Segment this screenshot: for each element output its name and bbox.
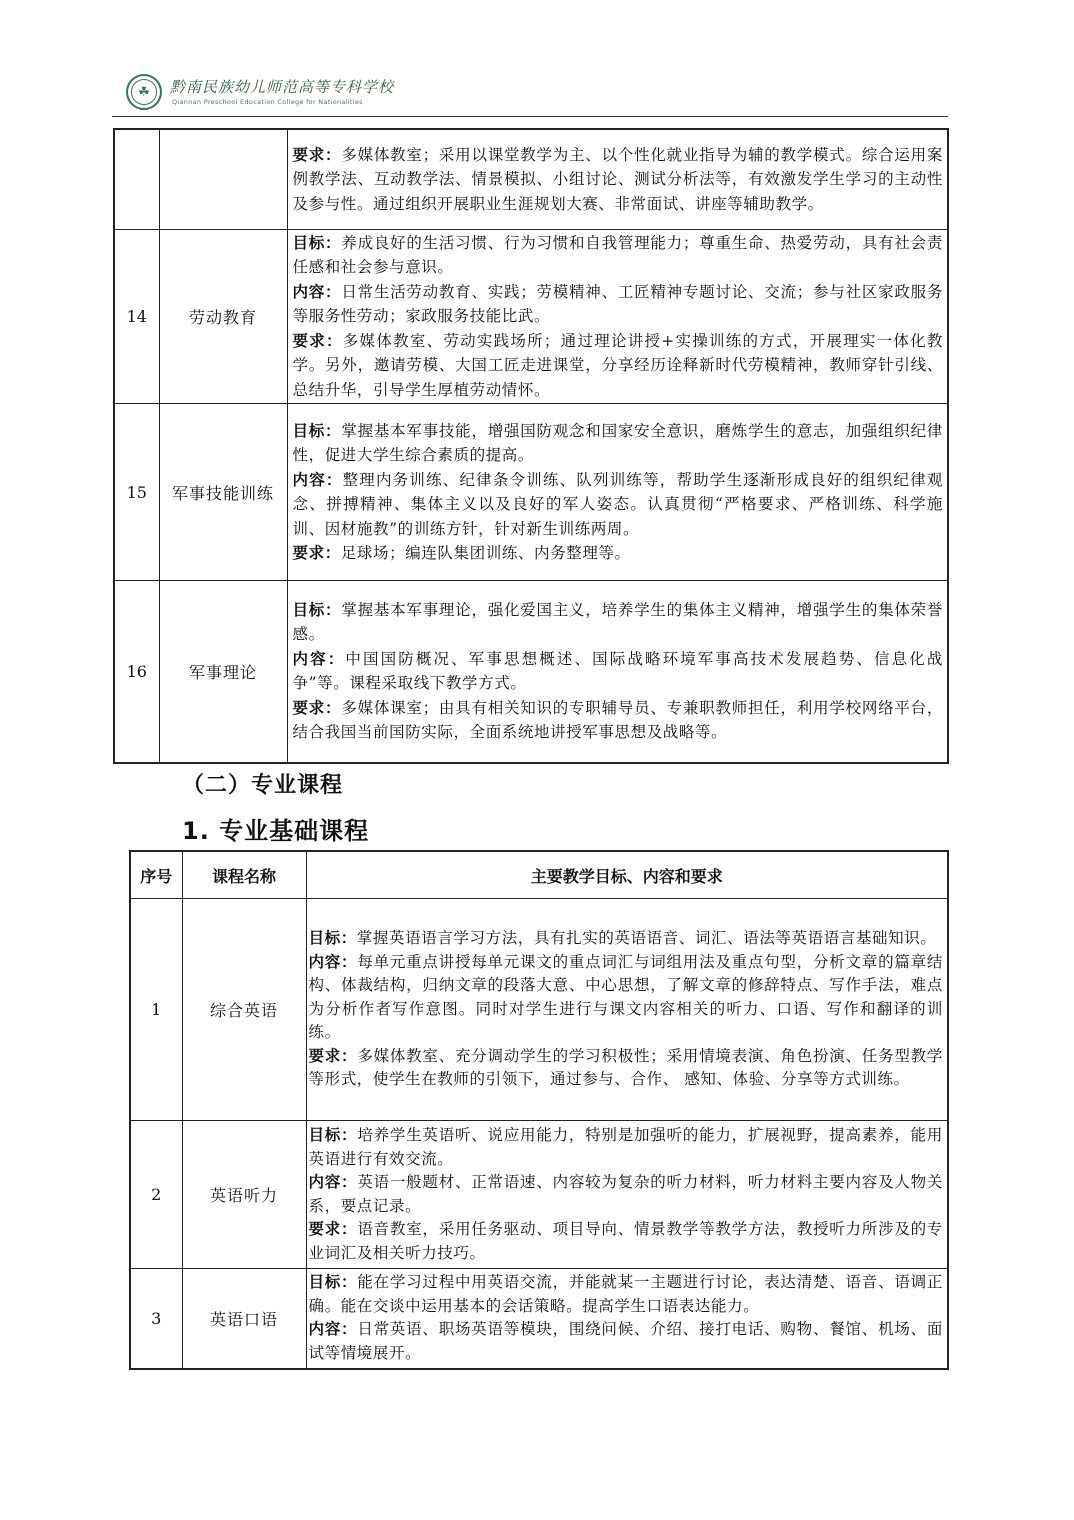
school-logo-icon: ☘ [126,74,162,110]
course-description [306,1121,948,1269]
content-text: 日常生活劳动教育、实践；劳模精神、工匠精神专题讨论、交流；参与社区家政服务等服务性劳动；家政服务技能比武。 [292,282,944,325]
goal-text: 能在学习过程中用英语交流，并能就某一主题进行讨论，表达清楚、语音、语调正确。能在交谈中运用基本的会话策略。提高学生口语表达能力。 [308,1273,943,1315]
course-name: 劳动教育 [159,229,287,404]
goal-label: 目标： [292,600,342,619]
row-number: 15 [114,404,159,581]
table-row [130,1269,948,1369]
content-text: 每单元重点讲授每单元课文的重点词汇与词组用法及重点句型，分析文章的篇章结构、体裁结构，归纳文章的段落大意、中心思想，了解文章的修辞特点、写作手法，难点为分析作者写作意图。同时对学生进行与课文内容相关的听力、口语、写作和翻译的训练。 [308,952,943,1042]
row-number: 16 [114,581,159,763]
goal-label: 目标： [292,233,342,252]
page-header [112,68,948,118]
requirement-text: 足球场；编连队集团训练、内务整理等。 [340,544,631,562]
requirement-text: 多媒体课室；由具有相关知识的专职辅导员、专兼职教师担任，利用学校网络平台，结合我国当前国防实际，全面系统地讲授军事思想及战略等。 [292,698,944,742]
requirement-text: 多媒体教室；采用以课堂教学为主、以个性化就业指导为辅的教学模式。综合运用案例教学法、互动教学法、情景模拟、小组讨论、测试分析法等，有效激发学生学习的主动性及参与性。通过组织开展职业生涯规划大赛、非常面试、讲座等辅助教学。 [292,145,944,213]
row-number [114,129,159,229]
column-header-description: 主要教学目标、内容和要求 [306,851,948,899]
major-foundation-course-table [129,850,949,1370]
row-number: 3 [130,1269,182,1369]
content-text: 日常英语、职场英语等模块，围绕问候、介绍、接打电话、购物、餐馆、机场、面试等情境展开。 [308,1320,943,1362]
course-description [287,581,948,763]
course-description [287,404,948,581]
course-name: 英语听力 [182,1121,306,1269]
content-label: 内容： [292,470,343,489]
requirement-text: 多媒体教室、劳动实践场所；通过理论讲授+实操训练的方式，开展理实一体化教学。另外，邀请劳模、大国工匠走进课堂，分享经历诠释新时代劳模精神，教师穿针引线、总结升华，引导学生厚植劳动情怀。 [292,331,943,399]
requirement-label: 要求： [292,145,342,164]
goal-text: 培养学生英语听、说应用能力，特别是加强听的能力，扩展视野，提高素养，能用英语进行有效交流。 [308,1126,943,1168]
content-text: 英语一般题材、正常语速、内容较为复杂的听力材料，听力材料主要内容及人物关系，要点记录。 [308,1173,943,1215]
goal-label: 目标： [292,421,342,440]
course-description [306,1269,948,1369]
goal-label: 目标： [308,1126,358,1144]
table-row [130,1121,948,1269]
course-name: 军事理论 [159,581,287,763]
school-name-en: Qiannan Preschool Education College for Nationalities [172,98,363,106]
header-divider [112,116,948,117]
column-header-number: 序号 [130,851,182,899]
general-course-table [113,128,949,764]
course-name: 英语口语 [182,1269,306,1369]
content-label: 内容： [308,1320,358,1339]
goal-label: 目标： [308,929,357,948]
course-name: 军事技能训练 [159,404,287,581]
section-title: （二）专业课程 [182,773,344,798]
course-description [287,229,948,404]
requirement-label: 要求： [292,544,341,562]
goal-label: 目标： [308,1273,358,1292]
table-row [114,129,948,229]
content-label: 内容： [308,952,358,971]
content-text: 整理内务训练、纪律条令训练、队列训练等，帮助学生逐渐形成良好的组织纪律观念、拼搏精神、集体主义以及良好的军人姿态。认真贯彻“严格要求、严格训练、科学施训、因材施教”的训练方针，针对新生训练两周。 [292,470,943,538]
course-description [306,899,948,1121]
content-text: 中国国防概况、军事思想概述、国际战略环境军事高技术发展趋势、信息化战争”等。课程采取线下教学方式。 [292,649,943,693]
content-label: 内容： [292,282,342,301]
requirement-text: 多媒体教室、充分调动学生的学习积极性；采用情境表演、角色扮演、任务型教学等形式，使学生在教师的引领下，通过参与、合作、 感知、体验、分享等方式训练。 [308,1046,943,1089]
row-number: 1 [130,899,182,1121]
row-number: 14 [114,229,159,404]
row-number: 2 [130,1121,182,1269]
goal-text: 掌握基本军事理论，强化爱国主义，培养学生的集体主义精神，增强学生的集体荣誉感。 [292,600,944,644]
table-row [114,229,948,404]
requirement-label: 要求： [292,698,342,717]
goal-text: 养成良好的生活习惯、行为习惯和自我管理能力；尊重生命、热爱劳动，具有社会责任感和社会参与意识。 [292,233,944,276]
requirement-label: 要求： [308,1220,358,1238]
table-row [114,581,948,763]
column-header-course-name: 课程名称 [182,851,306,899]
subsection-title: 1. 专业基础课程 [182,817,370,845]
school-name: 黔南民族幼儿师范高等专科学校 [170,78,395,96]
course-name [159,129,287,229]
content-label: 内容： [308,1173,358,1191]
table-row [114,404,948,581]
table-header-row [130,851,948,899]
goal-text: 掌握英语语言学习方法，具有扎实的英语语音、词汇、语法等英语语言基础知识。 [356,929,937,948]
content-label: 内容： [292,649,346,668]
course-name: 综合英语 [182,899,306,1121]
table-row [130,899,948,1121]
requirement-text: 语音教室，采用任务驱动、项目导向、情景教学等教学方法，教授听力所涉及的专业词汇及相关听力技巧。 [308,1220,943,1262]
requirement-label: 要求： [308,1046,358,1065]
requirement-label: 要求： [292,331,343,350]
course-description [287,129,948,229]
goal-text: 掌握基本军事技能，增强国防观念和国家安全意识，磨炼学生的意志，加强组织纪律性，促进大学生综合素质的提高。 [292,421,944,464]
